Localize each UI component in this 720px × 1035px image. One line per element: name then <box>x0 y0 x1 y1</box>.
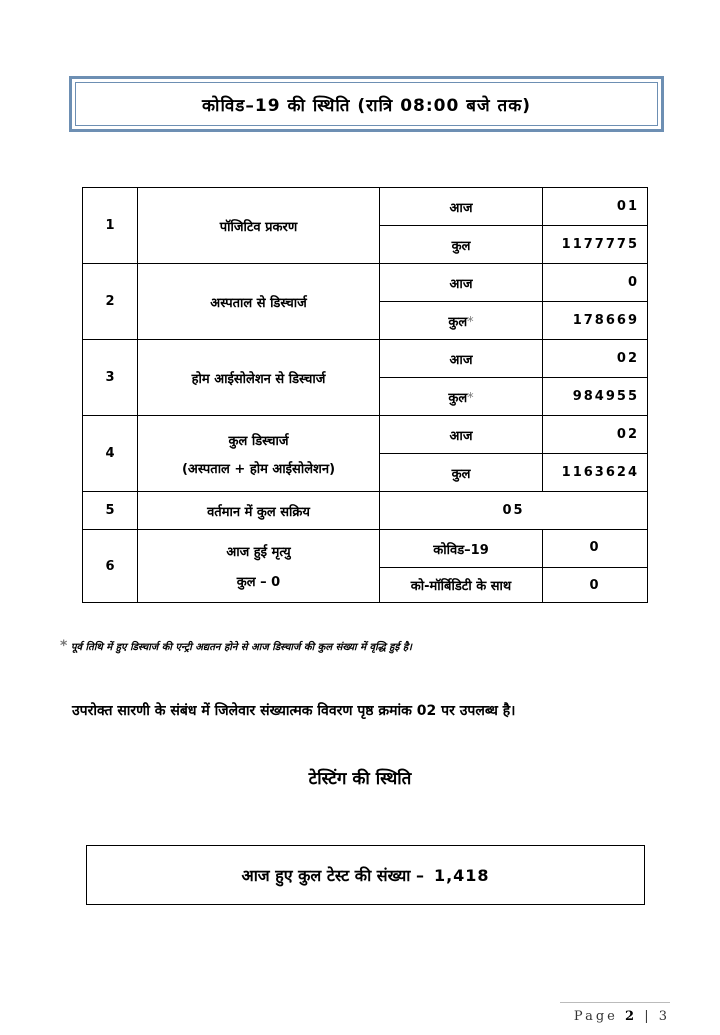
testing-value: 1,418 <box>433 865 490 885</box>
row-description: पॉजिटिव प्रकरण <box>138 188 380 264</box>
row-number: 6 <box>83 530 138 603</box>
sub-label-cell <box>380 302 543 340</box>
row-description: अस्पताल से डिस्चार्ज <box>138 264 380 340</box>
sub-label: कुल <box>448 390 468 406</box>
row-number: 1 <box>83 188 138 264</box>
page-separator: | <box>644 1009 652 1024</box>
current-page-number: 2 <box>625 1009 638 1024</box>
table-row <box>83 188 648 226</box>
table-row <box>83 492 648 530</box>
table-row <box>83 264 648 302</box>
description-line: (अस्पताल + होम आईसोलेशन) <box>181 461 336 477</box>
sub-label-cell <box>380 378 543 416</box>
total-pages: 3 <box>658 1009 670 1024</box>
sub-value: 1177775 <box>543 226 648 264</box>
sub-value: 178669 <box>543 302 648 340</box>
table-row <box>83 340 648 378</box>
row-description: होम आईसोलेशन से डिस्चार्ज <box>138 340 380 416</box>
sub-label: आज <box>380 340 543 378</box>
sub-label: आज <box>380 416 543 454</box>
asterisk-mark: * <box>60 638 68 654</box>
covid-status-table <box>82 187 648 603</box>
table-row <box>83 530 648 568</box>
sub-value: 0 <box>543 264 648 302</box>
reference-note: उपरोक्त सारणी के संबंध में जिलेवार संख्यात्मक विवरण पृष्ठ क्रमांक 02 पर उपलब्ध है। <box>72 703 516 719</box>
page-label: Page <box>573 1009 618 1024</box>
sub-value: 0 <box>543 530 648 568</box>
row-number: 2 <box>83 264 138 340</box>
testing-heading: टेस्टिंग की स्थिति <box>308 769 412 789</box>
sub-label: आज <box>380 264 543 302</box>
footnote <box>60 638 700 654</box>
sub-value: 02 <box>543 340 648 378</box>
sub-value: 02 <box>543 416 648 454</box>
sub-label: कुल <box>380 226 543 264</box>
description-line: कुल – 0 <box>236 575 281 590</box>
sub-label: कुल <box>380 454 543 492</box>
row-description <box>138 530 380 603</box>
title-box <box>69 76 664 132</box>
sub-label: कुल <box>448 314 468 330</box>
asterisk-mark: * <box>467 390 474 406</box>
page-title: कोविड–19 की स्थिति (रात्रि 08:00 बजे तक) <box>75 82 658 126</box>
row-number: 4 <box>83 416 138 492</box>
description-line: आज हुई मृत्यु <box>226 545 291 560</box>
sub-label: कोविड–19 <box>380 530 543 568</box>
testing-box <box>86 845 645 905</box>
page-footer <box>560 1002 670 1024</box>
sub-value: 984955 <box>543 378 648 416</box>
description-line: कुल डिस्चार्ज <box>228 433 289 449</box>
sub-value: 01 <box>543 188 648 226</box>
asterisk-mark: * <box>467 314 474 330</box>
footnote-text: पूर्व तिथि में हुए डिस्चार्ज की एन्ट्री अद्यतन होने से आज डिस्चार्ज की कुल संख्या में वृद्धि हुई है। <box>70 642 412 653</box>
row-number: 3 <box>83 340 138 416</box>
sub-label: आज <box>380 188 543 226</box>
testing-label: आज हुए कुल टेस्ट की संख्या – <box>241 866 424 885</box>
sub-value: 0 <box>543 568 648 603</box>
row-description <box>138 416 380 492</box>
row-description: वर्तमान में कुल सक्रिय <box>138 492 380 530</box>
row-value: 05 <box>380 492 648 530</box>
table-row <box>83 416 648 454</box>
sub-value: 1163624 <box>543 454 648 492</box>
sub-label: को-मॉर्बिडिटी के साथ <box>380 568 543 603</box>
row-number: 5 <box>83 492 138 530</box>
